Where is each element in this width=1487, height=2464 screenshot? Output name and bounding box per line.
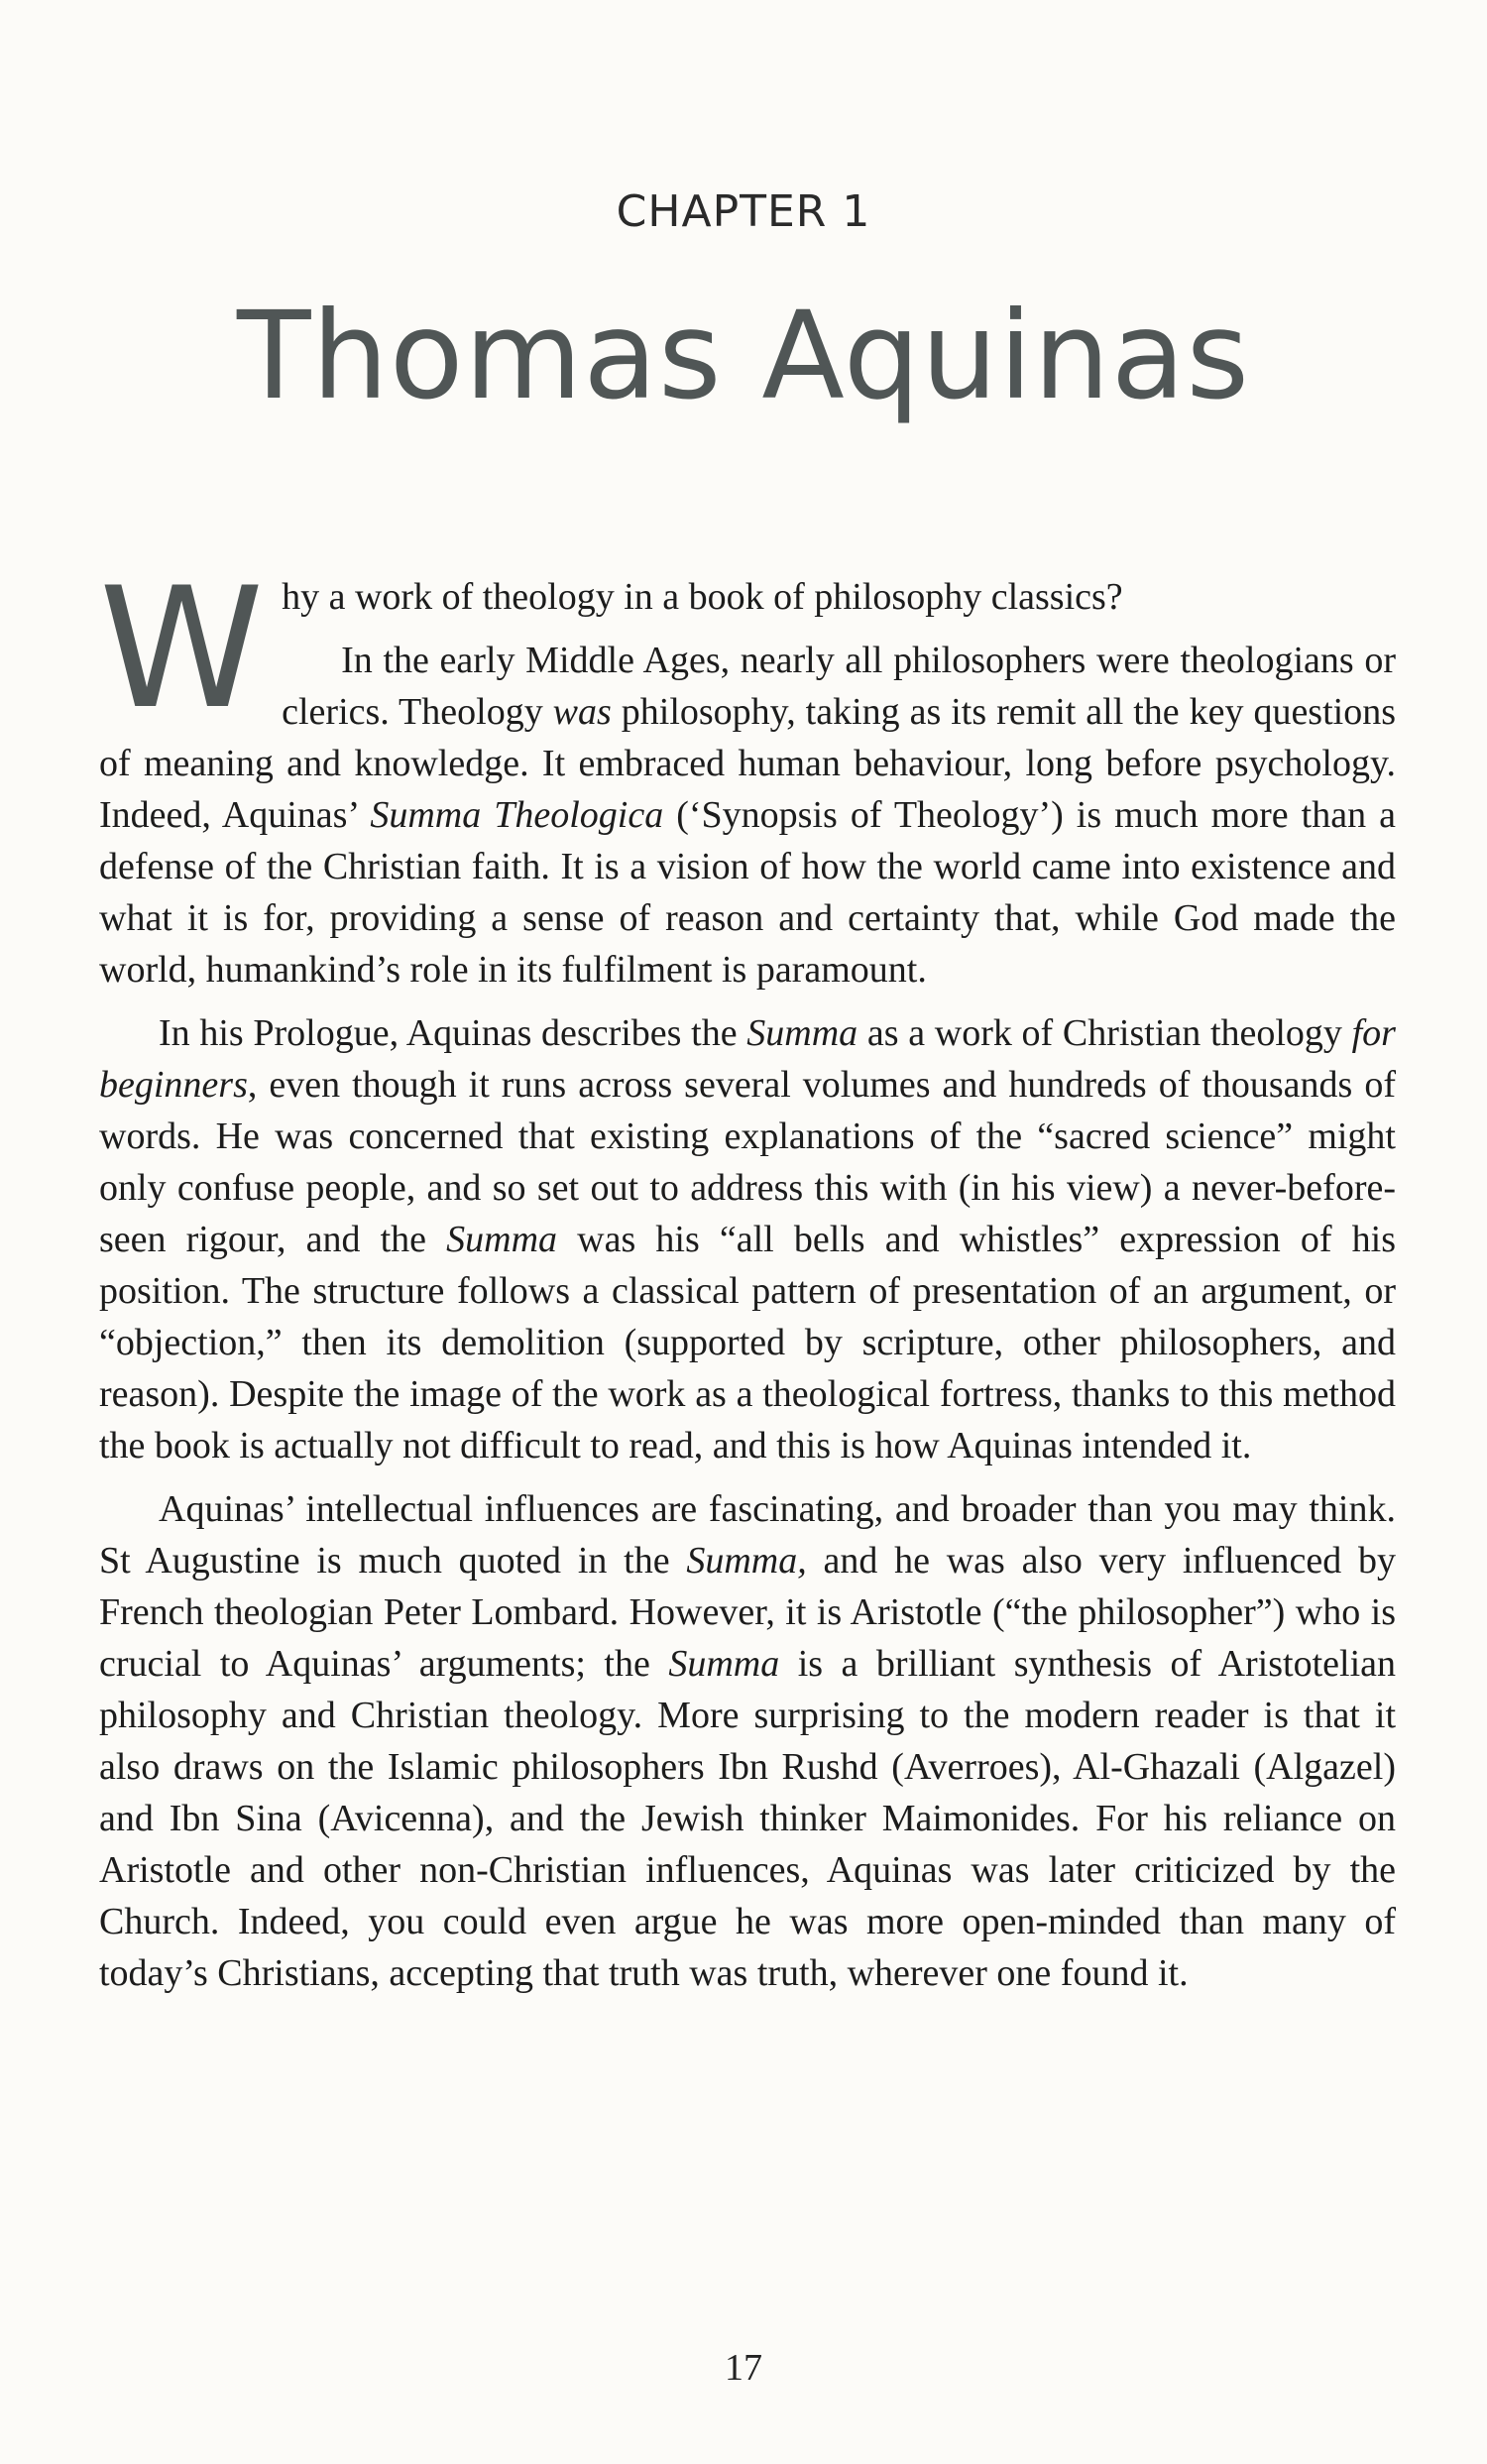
page-number: 17: [725, 2347, 762, 2389]
paragraph-4-title-summa: Summa,: [686, 1540, 807, 1582]
paragraph-2-title-summa-theologica: Summa Theologica: [370, 794, 664, 836]
paragraph-4-title-summa-2: Summa: [668, 1643, 780, 1685]
opening-question: hy a work of theology in a book of philosophy classics?: [282, 576, 1123, 618]
paragraph-3-text-e: , even though it runs across several volumes and hundreds of thousands of words. He was concerned that existing explanations of the “sacred science” might only confuse people, and so set out to address this with (in his view) a never-before-seen rigour, and the: [99, 1064, 1396, 1260]
chapter-title: Thomas Aquinas: [236, 286, 1251, 426]
paragraph-3-text-a: In his Prologue, Aquinas describes the: [159, 1012, 747, 1054]
drop-cap: W: [99, 551, 265, 746]
paragraph-3-title-summa-2: Summa: [446, 1219, 558, 1260]
paragraph-3-title-summa: Summa: [746, 1012, 858, 1054]
paragraph-3-text-c: as a work of Christian theology: [858, 1012, 1352, 1054]
paragraph-3-emphasis-for-beginners: for beginners: [99, 1012, 1396, 1106]
paragraph-4-text-c: and he was also very influenced by French theologian Peter Lombard. However, it is Aristotle (“the philosopher”) who is crucial to Aquinas’ arguments; the: [99, 1540, 1396, 1685]
paragraph-2-text-e: (‘Synopsis of Theology’) is much more than a defense of the Christian faith. It is a vision of how the world came into existence and what it is for, providing a sense of reason and certainty that, while God made the world, humankind’s role in its fulfilment is paramount.: [99, 794, 1396, 991]
paragraph-2-text-a: In the early Middle Ages, nearly all philosophers were theologians or clerics. Theology: [282, 640, 1396, 733]
paragraph-4-text-e: is a brilliant synthesis of Aristotelian philosophy and Christian theology. More surprising to the modern reader is that it also draws on the Islamic philosophers Ibn Rushd (Averroes), Al-Ghazali (Algazel) and Ibn Sina (Avicenna), and the Jewish thinker Maimonides. For his reliance on Aristotle and other non-Christian influences, Aquinas was later criticized by the Church. Indeed, you could even argue he was more open-minded than many of today’s Christians, accepting that truth was truth, wherever one found it.: [99, 1643, 1396, 1994]
paragraph-3: [99, 1007, 1396, 1471]
paragraph-4: [99, 1483, 1396, 1999]
paragraph-3-text-g: was his “all bells and whistles” expression of his position. The structure follows a classical pattern of presentation of an argument, or “objection,” then its demolition (supported by scripture, other philosophers, and reason). Despite the image of the work as a theological fortress, thanks to this method the book is actually not difficult to read, and this is how Aquinas intended it.: [99, 1219, 1397, 1467]
paragraph-2: [99, 635, 1396, 996]
paragraph-2-text-c: philosophy, taking as its remit all the key questions of meaning and knowledge. It embraced human behaviour, long before psychology. Indeed, Aquinas’: [99, 691, 1397, 836]
body-text: [99, 551, 1397, 2011]
paragraph-4-text-a: Aquinas’ intellectual influences are fascinating, and broader than you may think. St Augustine is much quoted in the: [99, 1488, 1396, 1582]
chapter-label: CHAPTER 1: [616, 186, 871, 237]
paragraph-2-emphasis-was: was: [552, 691, 612, 733]
